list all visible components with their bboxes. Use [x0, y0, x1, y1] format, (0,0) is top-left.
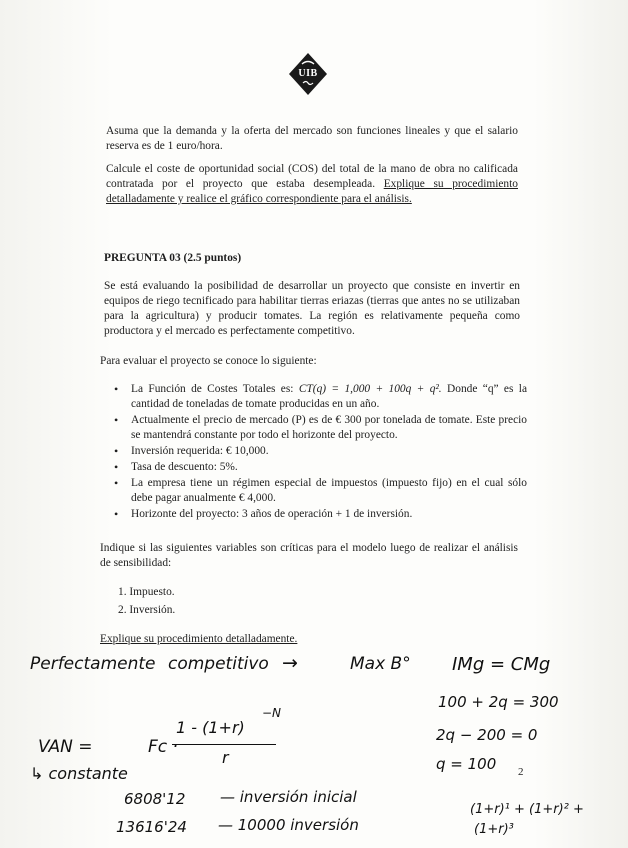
hw-competitivo: competitivo — [168, 654, 269, 674]
condition-investment: • Inversión requerida: € 10,000. — [131, 444, 527, 459]
hw-value-1: 6808'12 — [124, 790, 186, 808]
hw-fc: Fc · — [148, 737, 178, 757]
hw-sum-line-2: (1+r)³ — [474, 822, 514, 837]
question-heading: PREGUNTA 03 (2.5 puntos) — [104, 252, 242, 264]
variable-tax: 1. Impuesto. — [118, 586, 175, 598]
intro-p2-underlined: Explique su procedimiento detalladamente y realice el gráfico correspondiente para el análisis. — [106, 178, 518, 205]
condition-tax: • La empresa tiene un régimen especial de impuestos (impuesto fijo) en el cual sólo debe pagar anualmente € 4,000. — [131, 476, 527, 506]
hw-sum-line-1: (1+r)¹ + (1+r)² + — [470, 802, 584, 817]
condition-cost-function: • La Función de Costes Totales es: CT(q) = 1,000 + 100q + q². Donde “q” es la cantidad de toneladas de tomate producidas en un año. — [131, 382, 527, 412]
hw-npv-denominator: r — [222, 748, 229, 767]
hw-q-result: q = 100 — [436, 755, 497, 773]
condition-discount-rate: • Tasa de descuento: 5%. — [131, 460, 527, 475]
hw-van: VAN = — [38, 737, 93, 757]
question-description: Se está evaluando la posibilidad de desarrollar un proyecto que consiste en invertir en equipos de riego tecnificado para habilitar tierras eriazas (tierras que antes no se utilizaban para la agricultura) y producir tomates. La región es relativamente pequeña como productora y el mercado es perfectamente competitivo. — [104, 280, 520, 337]
intro-paragraph-2 — [106, 162, 518, 207]
hw-perfectamente: Perfectamente — [30, 654, 156, 674]
hw-equation-2: 2q − 200 = 0 — [436, 726, 538, 744]
hw-arrow: → — [282, 652, 298, 674]
cost-formula: CT(q) = 1,000 + 100q + q². — [298, 383, 442, 395]
page-number: 2 — [518, 766, 524, 778]
condition-market-price: • Actualmente el precio de mercado (P) es de € 300 por tonelada de tomate. Este precio se mantendrá constante por todo el horizonte del proyecto. — [131, 413, 527, 443]
conditions-list — [131, 382, 527, 523]
variable-investment: 2. Inversión. — [118, 604, 176, 616]
uib-logo — [288, 52, 328, 96]
intro-paragraph-1: Asuma que la demanda y la oferta del mercado son funciones lineales y que el salario reserva es de 1 euro/hora. — [106, 125, 518, 152]
explain-instruction: Explique su procedimiento detalladamente. — [100, 633, 298, 645]
hw-img-cmg: IMg = CMg — [452, 654, 551, 675]
sensitivity-intro: Indique si las siguientes variables son críticas para el modelo luego de realizar el análisis de sensibilidad: — [100, 542, 518, 569]
logo-text: UIB — [298, 68, 318, 79]
hw-value-1-note: — inversión inicial — [220, 788, 357, 806]
hw-fraction-line — [172, 744, 276, 745]
hw-equation-1: 100 + 2q = 300 — [438, 693, 559, 711]
known-intro: Para evaluar el proyecto se conoce lo siguiente: — [100, 355, 317, 367]
condition-horizon: • Horizonte del proyecto: 3 años de operación + 1 de inversión. — [131, 507, 527, 522]
intro-p2-text: Calcule el coste de oportunidad social (COS) del total de la mano de obra no calificada contratada por el proyecto que estaba desempleada. — [106, 163, 518, 190]
hw-value-2: 13616'24 — [116, 818, 187, 836]
hw-npv-exponent: −N — [262, 706, 282, 720]
hw-value-2-note: — 10000 inversión — [218, 816, 359, 834]
hw-npv-numerator: 1 - (1+r) — [176, 718, 245, 737]
variables-list — [118, 585, 318, 621]
hw-constante: ↳ constante — [30, 764, 128, 783]
hw-max-b: Max B° — [350, 654, 411, 674]
